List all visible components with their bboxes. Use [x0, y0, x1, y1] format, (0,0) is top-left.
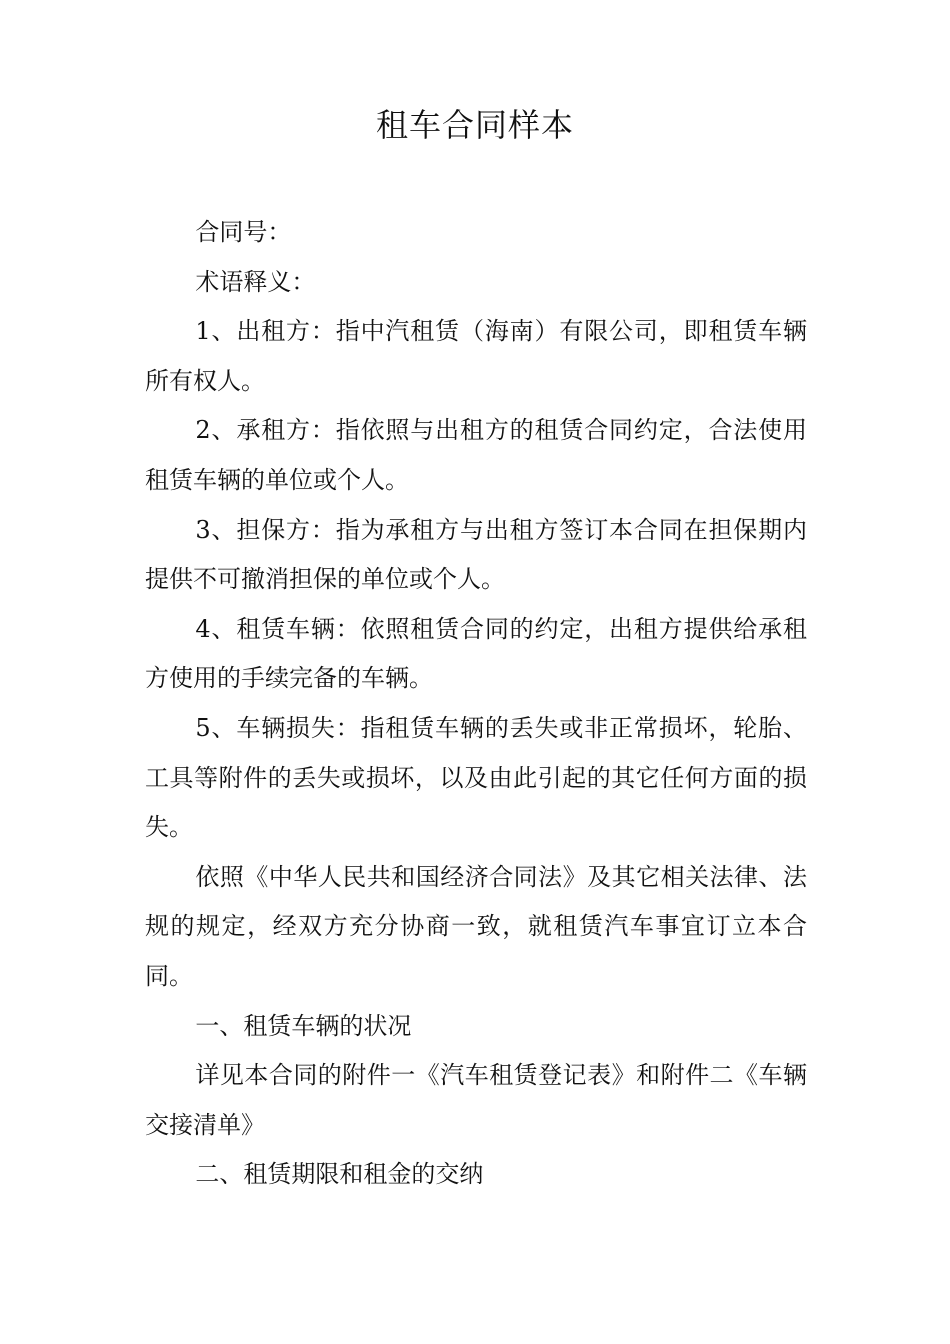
term-lessee: 2、承租方：指依照与出租方的租赁合同约定，合法使用租赁车辆的单位或个人。 — [145, 416, 807, 494]
term-leased-vehicle: 4、租赁车辆：依照租赁合同的约定，出租方提供给承租方使用的手续完备的车辆。 — [145, 614, 807, 693]
term-lessor: 1、出租方：指中汽租赁（海南）有限公司，即租赁车辆所有权人。 — [145, 317, 807, 395]
document-title: 租车合同样本 — [375, 106, 574, 144]
vehicle-status-detail: 详见本合同的附件一《汽车租赁登记表》和附件二《车辆交接清单》 — [145, 1061, 807, 1139]
document-body — [145, 208, 807, 1200]
terms-heading: 术语释义： — [195, 267, 316, 296]
term-vehicle-loss: 5、车辆损失：指租赁车辆的丢失或非正常损坏，轮胎、工具等附件的丢失或损坏，以及由此引起的其它任何方面的损失。 — [145, 713, 807, 842]
term-guarantor: 3、担保方：指为承租方与出租方签订本合同在担保期内提供不可撤消担保的单位或个人。 — [145, 515, 807, 594]
section-heading-term-and-rent: 二、租赁期限和租金的交纳 — [195, 1160, 484, 1189]
legal-basis-paragraph: 依照《中华人民共和国经济合同法》及其它相关法律、法规的规定，经双方充分协商一致，就租赁汽车事宜订立本合同。 — [145, 862, 807, 990]
section-heading-vehicle-status: 一、租赁车辆的状况 — [195, 1011, 412, 1040]
contract-number-line: 合同号： — [195, 218, 292, 246]
